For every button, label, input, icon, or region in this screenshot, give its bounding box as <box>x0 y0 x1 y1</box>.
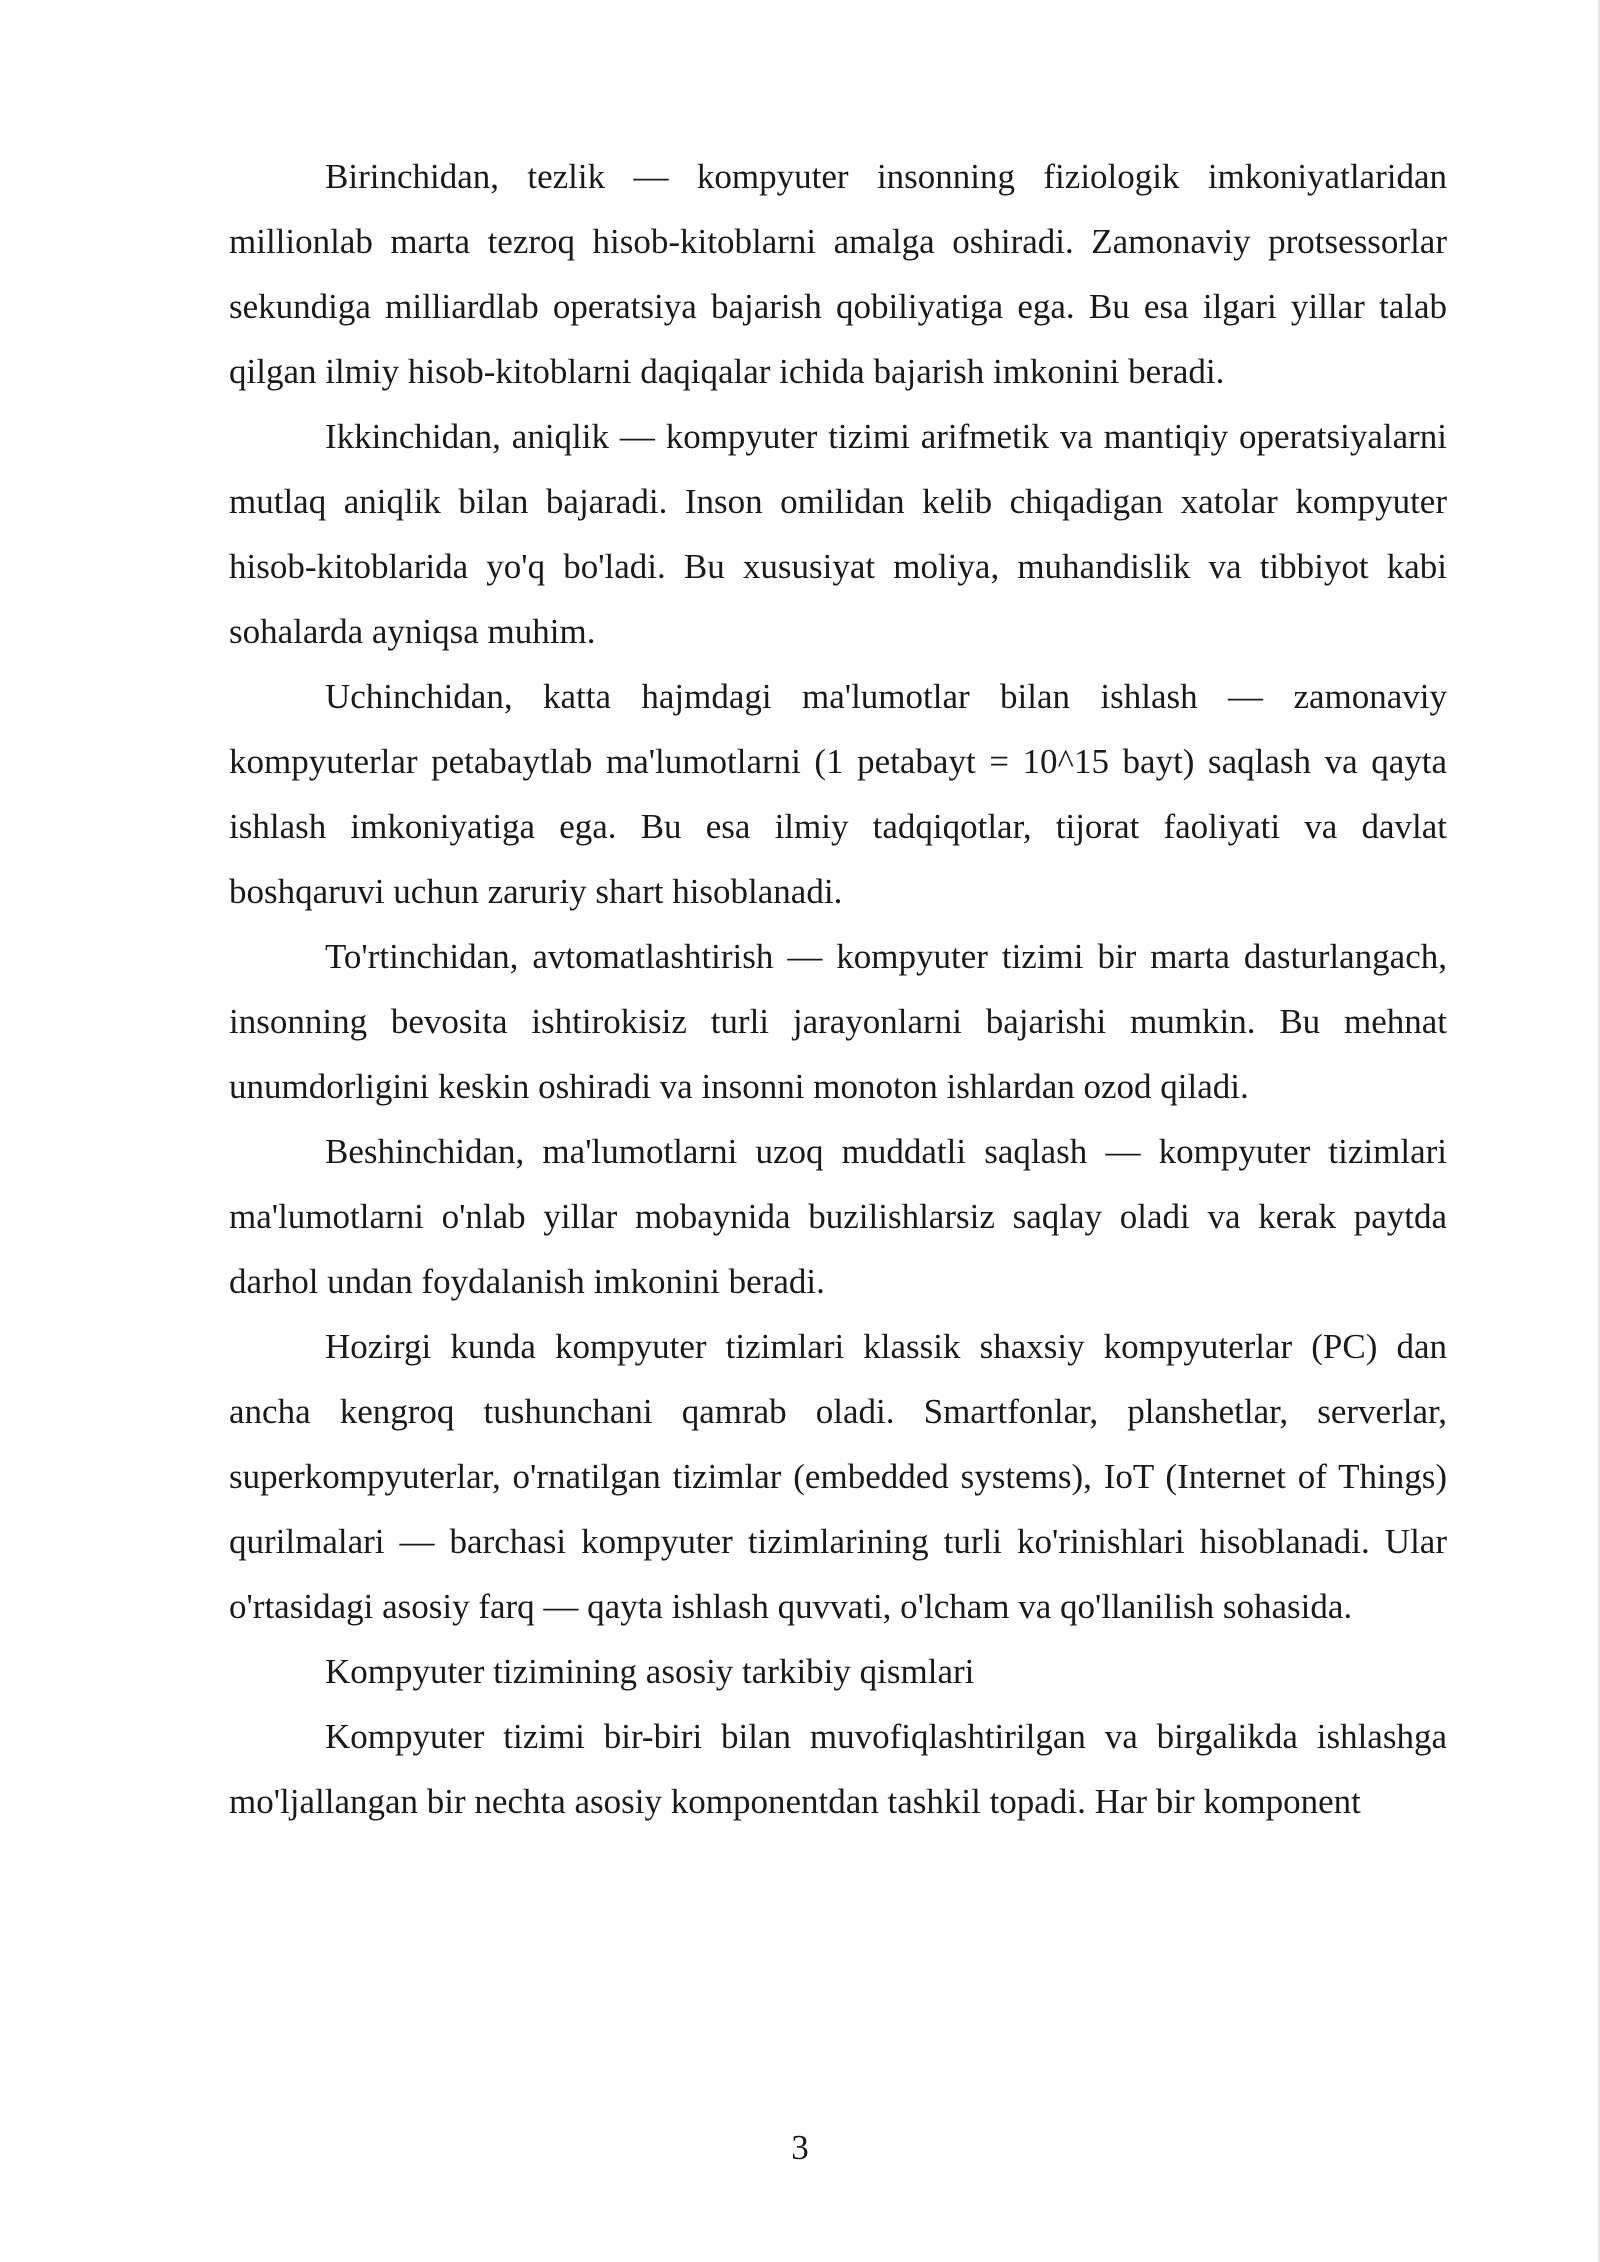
paragraph-big-data: Uchinchidan, katta hajmdagi ma'lumotlar bilan ishlash — zamonaviy kompyuterlar petabaytlab ma'lumotlarni (1 petabayt = 10^15 bayt) saqlash va qayta ishlash imkoniyatiga ega. Bu esa ilmiy tadqiqotlar, tijorat faoliyati va davlat boshqaruvi uchun zaruriy shart hisoblanadi. <box>229 677 1447 911</box>
page-number: 3 <box>791 2128 809 2167</box>
section-heading: Kompyuter tizimining asosiy tarkibiy qismlari <box>325 1652 975 1691</box>
paragraph-automation: To'rtinchidan, avtomatlashtirish — kompyuter tizimi bir marta dasturlangach, insonning bevosita ishtirokisiz turli jarayonlarni bajarishi mumkin. Bu mehnat unumdorligini keskin oshiradi va insonni monoton ishlardan ozod qiladi. <box>229 937 1447 1106</box>
paragraph-modern-systems: Hozirgi kunda kompyuter tizimlari klassik shaxsiy kompyuterlar (PC) dan ancha kengroq tushunchani qamrab oladi. Smartfonlar, planshetlar, serverlar, superkompyuterlar, o'rnatilgan tizimlar (embedded systems), IoT (Internet of Things) qurilmalari — barchasi kompyuter tizimlarining turli ko'rinishlari hisoblanadi. Ular o'rtasidagi asosiy farq — qayta ishlash quvvati, o'lcham va qo'llanilish sohasida. <box>229 1327 1447 1626</box>
paragraph-accuracy: Ikkinchidan, aniqlik — kompyuter tizimi arifmetik va mantiqiy operatsiyalarni mutlaq aniqlik bilan bajaradi. Inson omilidan kelib chiqadigan xatolar kompyuter hisob-kitoblarida yo'q bo'ladi. Bu xususiyat moliya, muhandislik va tibbiyot kabi sohalarda ayniqsa muhim. <box>229 417 1447 651</box>
paragraph-long-term-storage: Beshinchidan, ma'lumotlarni uzoq muddatli saqlash — kompyuter tizimlari ma'lumotlarni o'nlab yillar mobaynida buzilishlarsiz saqlay oladi va kerak paytda darhol undan foydalanish imkonini beradi. <box>229 1132 1447 1301</box>
paragraph-components-intro: Kompyuter tizimi bir-biri bilan muvofiqlashtirilgan va birgalikda ishlashga mo'ljallangan bir nechta asosiy komponentdan tashkil topadi. Har bir komponent <box>229 1717 1447 1821</box>
body-text <box>229 144 1447 1834</box>
paragraph-speed: Birinchidan, tezlik — kompyuter insonning fiziologik imkoniyatlaridan millionlab marta tezroq hisob-kitoblarni amalga oshiradi. Zamonaviy protsessorlar sekundiga milliardlab operatsiya bajarish qobiliyatiga ega. Bu esa ilgari yillar talab qilgan ilmiy hisob-kitoblarni daqiqalar ichida bajarish imkonini beradi. <box>229 157 1447 391</box>
